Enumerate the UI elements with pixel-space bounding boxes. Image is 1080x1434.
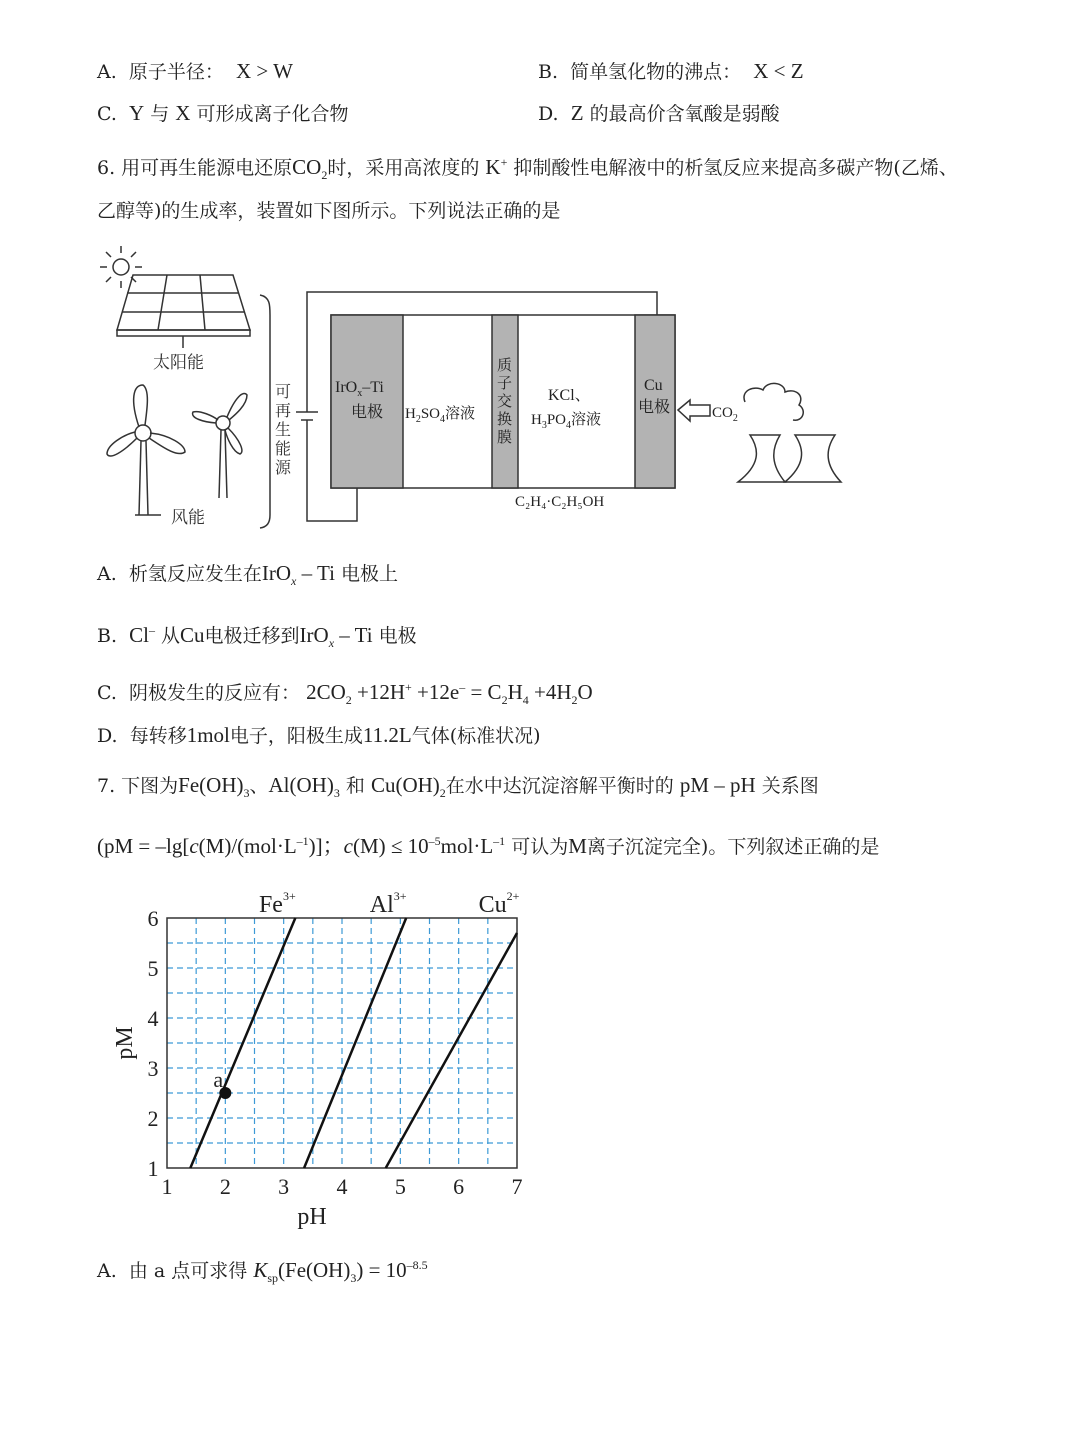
q7-stem-line1: 7. 下图为$Fe(OH)_3$、$Al(OH)_3$ 和 $Cu(OH)_2$在水中达沉淀溶解平衡时的 pM – pH 关系图 xyxy=(97,773,819,801)
x-tick-label: 1 xyxy=(161,1174,173,1199)
q6-stem-line1: 6. 用可再生能源电还原$CO_2$时，采用高浓度的 K+ 抑制酸性电解液中的析氢反应来提高多碳产物(乙烯、 xyxy=(97,155,958,183)
svg-text:再: 再 xyxy=(275,403,292,420)
x-tick-label: 7 xyxy=(511,1174,523,1199)
svg-text:可: 可 xyxy=(275,384,292,401)
q6-option-a: A. 析氢反应发生在IrO$_x$ – Ti 电极上 xyxy=(97,561,398,589)
iro-ti-electrode xyxy=(331,315,403,488)
svg-text:源: 源 xyxy=(275,460,292,477)
membrane-label xyxy=(497,357,512,446)
q6-option-d: D. 每转移1mol电子，阳极生成11.2L气体(标准状况) xyxy=(97,723,541,747)
y-tick-label: 5 xyxy=(147,956,159,981)
series-label-cu: $Cu^{2+}$ xyxy=(478,889,520,918)
q7-stem-line2: ($pM = -\lg[c(M)/(mol\cdot L^{-1})]$；$c(M) \le 10^{-5}mol\cdot L^{-1}$ 可认为M离子沉淀完全)。下列叙述正确的是 xyxy=(97,834,880,858)
wind-label: 风能 xyxy=(171,508,205,527)
sun-icon xyxy=(100,246,142,288)
k-ion: K+ xyxy=(485,155,508,179)
svg-text:子: 子 xyxy=(497,376,513,392)
y-tick-label: 1 xyxy=(147,1156,159,1181)
anode-label-1: IrO$_x$–Ti xyxy=(335,379,384,399)
svg-text:换: 换 xyxy=(497,412,513,428)
point-a-label: a xyxy=(213,1067,224,1092)
renewable-label xyxy=(275,383,292,477)
x-tick-label: 5 xyxy=(394,1174,406,1199)
pm-definition: ($pM = -\lg[c(M)/(mol\cdot L^{-1})]$；$c(M) \le 10^{-5}mol\cdot L^{-1}$ xyxy=(97,834,506,858)
solar-panel-icon xyxy=(117,275,250,348)
kcl-label-1: KCl、 xyxy=(548,387,591,404)
svg-text:质: 质 xyxy=(497,358,513,374)
brace xyxy=(260,295,270,528)
series-label-fe: $Fe^{3+}$ xyxy=(258,889,296,918)
y-axis-label: pM xyxy=(112,1026,138,1060)
wind-turbine-icon xyxy=(107,385,247,515)
x-tick-label: 2 xyxy=(219,1174,231,1199)
series-label-al: $Al^{3+}$ xyxy=(369,889,407,918)
q6-option-b: B. Cl– 从Cu电极迁移到IrO$_x$ – Ti 电极 xyxy=(97,623,417,651)
cu-label-2: 电极 xyxy=(638,399,671,416)
co2-formula: $CO_2$ xyxy=(292,155,328,183)
h2so4-label: $H_2SO_4$溶液 xyxy=(405,404,476,425)
q5-option-d: D. Z 的最高价含氧酸是弱酸 xyxy=(538,101,780,125)
y-tick-label: 2 xyxy=(147,1106,159,1131)
y-tick-label: 3 xyxy=(147,1056,159,1081)
products-label: C₂H₄·C₂H₅OH xyxy=(515,494,605,510)
q6-option-c: C. 阴极发生的反应有： $2CO_2 +12H^+ +12e^- = C_2H_4 +4H_2O$ xyxy=(97,680,593,708)
cu-label-1: Cu xyxy=(644,377,663,394)
svg-text:膜: 膜 xyxy=(497,430,513,446)
co2-arrow-icon xyxy=(678,400,710,421)
anode-label-2: 电极 xyxy=(351,404,384,421)
cathode-equation: $2CO_2 +12H^+ +12e^- = C_2H_4 +4H_2O$ xyxy=(306,680,593,708)
q5-option-c: C. Y 与 X 可形成离子化合物 xyxy=(97,101,349,125)
q7-option-a: A. 由 a 点可求得 $K_{sp}(Fe(OH)_3) = 10^{-8.5}$ xyxy=(97,1258,428,1286)
y-tick-label: 4 xyxy=(147,1006,159,1031)
y-tick-label: 6 xyxy=(147,906,159,931)
pm-ph-chart xyxy=(100,880,580,1240)
q5-option-a: A. 原子半径： X > W xyxy=(97,59,293,83)
svg-text:能: 能 xyxy=(275,441,292,458)
q6-stem-line2: 乙醇等)的生成率，装置如下图所示。下列说法正确的是 xyxy=(97,200,561,222)
x-tick-label: 6 xyxy=(453,1174,465,1199)
kcl-label-2: $H_3PO_4$溶液 xyxy=(531,410,602,431)
ksp-expression: $K_{sp}(Fe(OH)_3) = 10^{-8.5}$ xyxy=(253,1258,428,1286)
svg-text:生: 生 xyxy=(275,422,292,439)
factory-icon xyxy=(738,383,841,482)
x-tick-label: 4 xyxy=(336,1174,348,1199)
co2-label: $CO_2$ xyxy=(712,405,738,424)
x-tick-label: 3 xyxy=(278,1174,290,1199)
svg-text:交: 交 xyxy=(497,394,513,410)
electrolysis-diagram xyxy=(95,240,855,540)
q5-option-b: B. 简单氢化物的沸点： X < Z xyxy=(538,59,804,83)
solar-label: 太阳能 xyxy=(153,353,204,372)
x-axis-label: pH xyxy=(297,1204,327,1230)
